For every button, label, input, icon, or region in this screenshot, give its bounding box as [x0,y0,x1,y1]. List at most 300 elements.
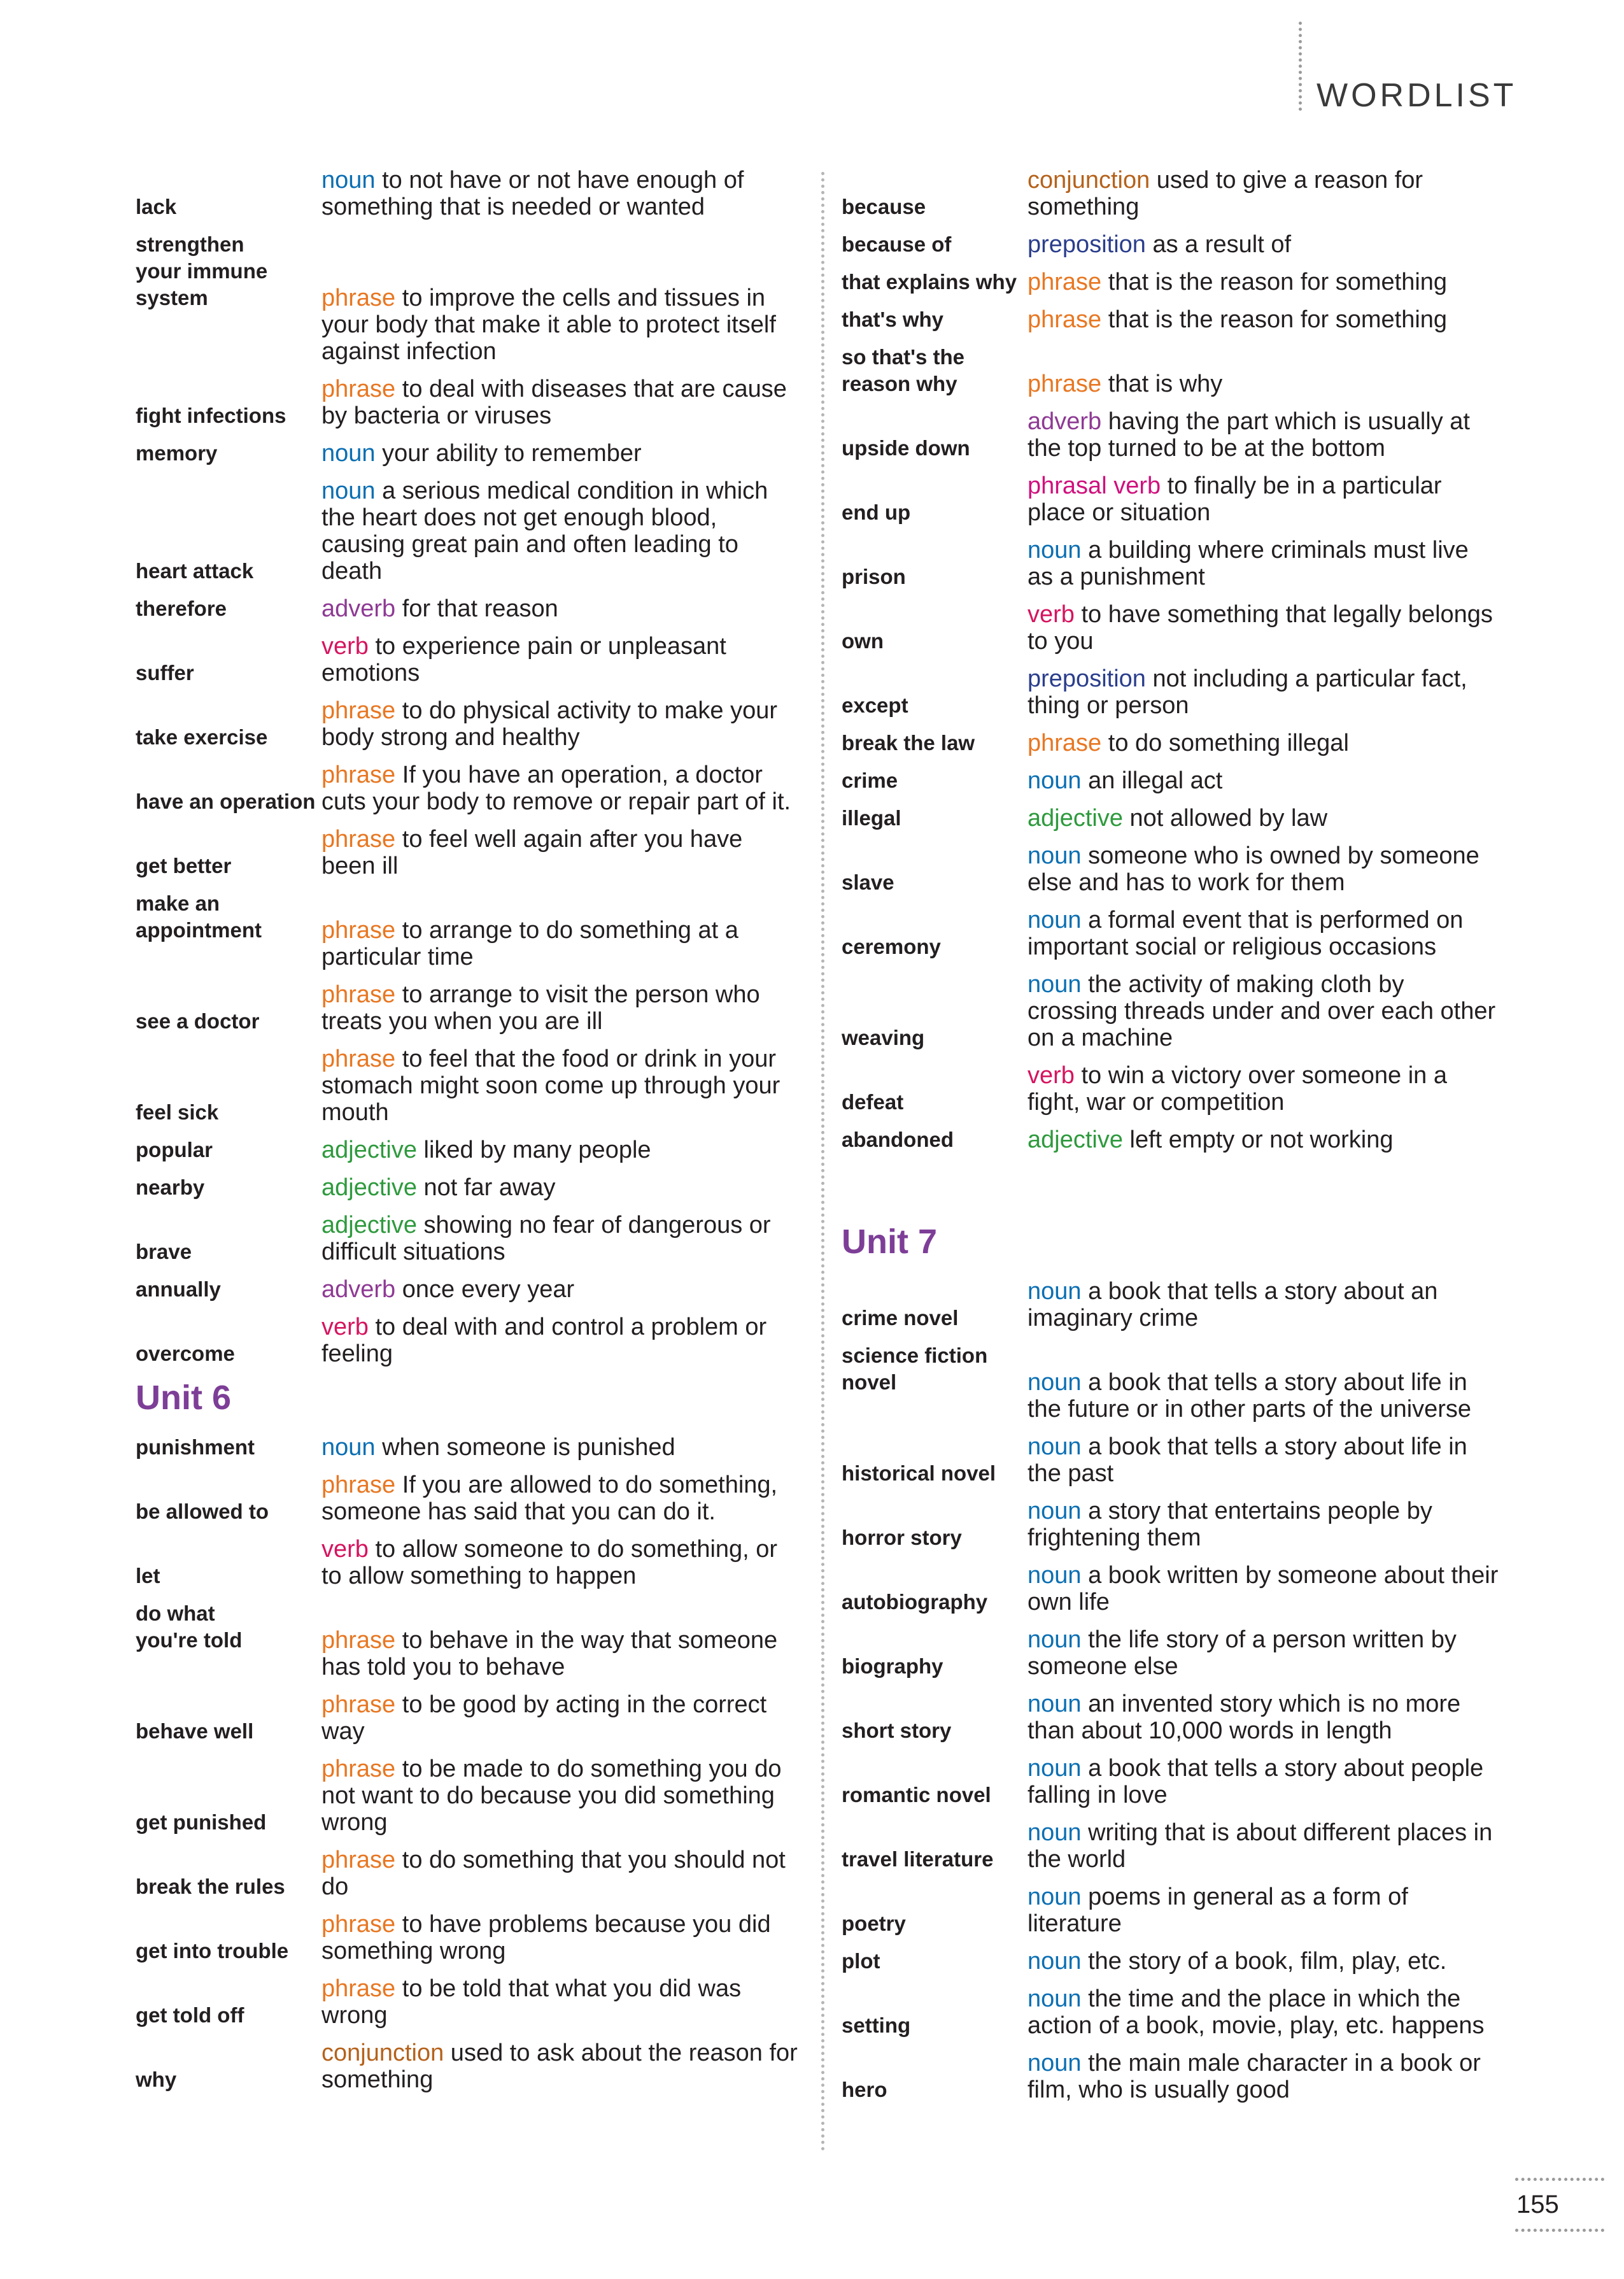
entry-term [842,167,1027,220]
wordlist-entry [136,1756,798,1836]
part-of-speech: verb [321,1314,369,1340]
wordlist-entry [136,440,798,467]
entry-term-line: you're told [136,1628,243,1652]
entry-definition [1027,1126,1500,1153]
part-of-speech: noun [1027,1626,1082,1653]
entry-term-line: feel sick [136,1100,219,1124]
part-of-speech: preposition [1027,231,1146,258]
entry-term [842,907,1027,960]
entry-term-line: annually [136,1277,221,1301]
wordlist-entry [842,2050,1500,2103]
entry-term-line: appointment [136,918,262,942]
definition-text: to not have or not have enough of something that is needed or wanted [321,167,744,220]
entry-term [136,478,321,585]
entry-term [842,306,1027,333]
part-of-speech: noun [321,167,376,194]
entry-term-line: slave [842,870,894,894]
entry-term [842,1948,1027,1975]
definition-text: to deal with diseases that are cause by bacteria or viruses [321,376,787,429]
definition-text: a book written by someone about their own life [1027,1562,1499,1615]
entry-term [136,167,321,220]
entry-term-line: because [842,195,926,218]
entry-definition [321,633,798,686]
entry-term-line: make an [136,891,220,915]
entry-term-line: hero [842,2078,887,2101]
wordlist-entry [136,2040,798,2093]
entry-definition [1027,1626,1500,1680]
definition-text: that is the reason for something [1101,269,1448,295]
definition-text: someone who is owned by someone else and has to work for them [1027,842,1479,896]
wordlist-entry [136,1847,798,1900]
wordlist-entry [136,633,798,686]
entry-term-line: break the law [842,731,975,755]
entry-term [136,633,321,686]
part-of-speech: noun [1027,1562,1082,1589]
part-of-speech: phrase [321,1911,396,1938]
entry-term [842,1562,1027,1615]
entry-definition [1027,167,1500,220]
wordlist-entry [136,1212,798,1265]
definition-text: used to ask about the reason for something [321,2040,798,2093]
wordlist-entry [842,730,1500,756]
entry-definition [321,1847,798,1900]
definition-text: to arrange to do something at a particular time [321,917,738,970]
part-of-speech: phrase [321,1627,396,1654]
entry-term-line: biography [842,1654,943,1678]
definition-text: liked by many people [416,1137,651,1163]
entry-term-line: plot [842,1949,880,1973]
entry-definition [1027,1691,1500,1744]
entry-term-line: memory [136,441,218,465]
entry-term [136,981,321,1035]
part-of-speech: phrase [1027,371,1102,397]
wordlist-entry [842,408,1500,462]
entry-term-line: abandoned [842,1128,954,1151]
entry-term-line: behave well [136,1719,254,1743]
part-of-speech: adjective [1027,805,1123,832]
wordlist-entry [136,762,798,815]
entry-term-line: take exercise [136,725,268,749]
entry-term [136,231,321,365]
entry-definition [1027,971,1500,1051]
part-of-speech: verb [321,633,369,660]
definition-text: that is why [1101,371,1223,397]
page-number-rule-bottom [1515,2229,1604,2232]
part-of-speech: phrase [321,1975,396,2002]
entry-definition [321,595,798,622]
definition-text: a book that tells a story about an imaginary crime [1027,1278,1438,1331]
part-of-speech: noun [321,1434,376,1461]
entry-definition [321,1627,798,1680]
entry-definition [321,1911,798,1964]
entry-term-line: that's why [842,308,944,331]
definition-text: to improve the cells and tissues in your body that make it able to protect itself against infection [321,285,776,365]
entry-term [136,1847,321,1900]
entry-term [136,1756,321,1836]
entry-definition [1027,537,1500,590]
wordlist-entry [136,1600,798,1680]
part-of-speech: phrase [321,762,396,788]
wordlist-entry [842,805,1500,832]
entry-term-line: illegal [842,806,901,830]
entry-term-line: end up [842,501,911,524]
wordlist-entry [136,1434,798,1461]
part-of-speech: verb [1027,601,1075,628]
entry-definition [321,981,798,1035]
entry-definition [321,1536,798,1589]
entry-definition [1027,907,1500,960]
left-entries-after [136,1434,798,2093]
entry-term [842,730,1027,756]
definition-text: poems in general as a form of literature [1027,1884,1408,1937]
entry-term [136,1600,321,1680]
entry-term-line: weaving [842,1026,925,1049]
entry-term [842,1342,1027,1423]
definition-text: not including a particular fact, thing or person [1027,665,1467,719]
entry-term-line: travel literature [842,1847,994,1871]
entry-definition [1027,1755,1500,1808]
entry-term [136,1314,321,1367]
entry-term [842,1755,1027,1808]
entry-term [136,762,321,815]
entry-definition [1027,306,1500,333]
entry-definition [1027,1985,1500,2039]
entry-term [842,1884,1027,1937]
entry-term [842,231,1027,258]
part-of-speech: adjective [1027,1126,1123,1153]
entry-definition [1027,472,1500,526]
header-divider [1299,22,1302,111]
entry-term-line: historical novel [842,1461,996,1485]
definition-text: not allowed by law [1122,805,1328,832]
entry-definition [321,1046,798,1126]
entry-term-line: science fiction [842,1344,988,1367]
entry-term [842,1498,1027,1551]
definition-text: to have something that legally belongs to you [1027,601,1493,655]
entry-definition [321,762,798,815]
page-title: WORDLIST [1317,77,1517,114]
entry-term [136,1536,321,1589]
wordlist-entry [842,1278,1500,1331]
entry-term [136,1212,321,1265]
entry-term [842,1985,1027,2039]
entry-term [136,826,321,879]
entry-term-line: let [136,1564,160,1587]
wordlist-entry [842,231,1500,258]
wordlist-entry [136,1911,798,1964]
wordlist-entry [136,1276,798,1303]
entry-term-line: prison [842,565,906,588]
entry-term [136,2040,321,2093]
wordlist-entry [842,344,1500,397]
entry-definition [321,285,798,365]
part-of-speech: noun [1027,767,1082,794]
entry-term [842,842,1027,896]
entry-term [136,697,321,751]
entry-term [842,344,1027,397]
entry-term [842,805,1027,832]
definition-text: used to give a reason for something [1027,167,1423,220]
column-divider [821,172,824,2152]
part-of-speech: noun [1027,907,1082,934]
wordlist-entry [842,1562,1500,1615]
entry-term [136,1975,321,2029]
left-entries-before [136,167,798,1367]
entry-definition [321,167,798,220]
entry-term-line: get told off [136,2003,244,2027]
entry-definition [321,1756,798,1836]
definition-text: writing that is about different places in the world [1027,1819,1493,1873]
entry-definition [321,440,798,467]
entry-term-line: get better [136,854,232,877]
definition-text: a building where criminals must live as a punishment [1027,537,1469,590]
part-of-speech: verb [321,1536,369,1563]
part-of-speech: phrase [321,826,396,853]
definition-text: to behave in the way that someone has told you to behave [321,1627,778,1680]
part-of-speech: adjective [321,1174,417,1201]
entry-definition [1027,269,1500,295]
part-of-speech: adjective [321,1212,417,1239]
part-of-speech: phrase [321,1847,396,1873]
entry-definition [321,697,798,751]
entry-term [136,890,321,970]
entry-term [842,1691,1027,1744]
entry-term-line: why [136,2068,177,2091]
wordlist-entry [842,767,1500,794]
wordlist-entry [842,665,1500,719]
entry-term [136,1691,321,1745]
wordlist-entry [136,478,798,585]
definition-text: showing no fear of dangerous or difficult situations [321,1212,771,1265]
entry-term [136,1434,321,1461]
entry-term [136,1276,321,1303]
right-entries-after [842,1278,1500,2103]
definition-text: to be made to do something you do not want to do because you did something wrong [321,1756,782,1836]
wordlist-entry [136,1137,798,1163]
entry-term [842,472,1027,526]
entry-definition [321,1174,798,1201]
definition-text: for that reason [395,595,558,622]
entry-definition [1027,665,1500,719]
wordlist-entry [842,1342,1500,1423]
entry-definition [1027,1369,1500,1423]
definition-text: to do something that you should not do [321,1847,786,1900]
wordlist-entry [842,1985,1500,2039]
wordlist-entry [136,1174,798,1201]
entry-term [842,537,1027,590]
part-of-speech: noun [1027,1691,1082,1717]
entry-term-line: except [842,693,908,717]
entry-term-line: crime novel [842,1306,959,1330]
part-of-speech: noun [1027,1369,1082,1396]
entry-term [136,1174,321,1201]
part-of-speech: phrase [1027,730,1102,756]
wordlist-entry [842,1626,1500,1680]
part-of-speech: preposition [1027,665,1146,692]
wordlist-entry [136,1975,798,2029]
entry-term-line: short story [842,1719,952,1742]
entry-term [842,665,1027,719]
part-of-speech: noun [1027,1985,1082,2012]
part-of-speech: phrase [321,981,396,1008]
entry-definition [1027,1819,1500,1873]
entry-term [136,1046,321,1126]
definition-text: as a result of [1145,231,1292,258]
entry-definition [1027,1278,1500,1331]
wordlist-entry [842,842,1500,896]
entry-definition [321,1434,798,1461]
definition-text: to have problems because you did something wrong [321,1911,771,1964]
definition-text: a book that tells a story about people falling in love [1027,1755,1484,1808]
entry-term-line: suffer [136,661,194,685]
part-of-speech: noun [321,478,376,504]
definition-text: the activity of making cloth by crossing threads under and over each other on a machine [1027,971,1496,1051]
definition-text: to win a victory over someone in a fight, war or competition [1027,1062,1447,1116]
definition-text: a book that tells a story about life in the past [1027,1433,1467,1487]
left-column [136,167,798,2104]
entry-definition [1027,730,1500,756]
entry-term-line: fight infections [136,404,286,427]
definition-text: If you are allowed to do something, someone has said that you can do it. [321,1472,778,1525]
part-of-speech: phrase [321,917,396,944]
definition-text: an illegal act [1081,767,1223,794]
part-of-speech: phrase [321,1472,396,1498]
wordlist-entry [136,1691,798,1745]
wordlist-entry [842,167,1500,220]
part-of-speech: noun [1027,2050,1082,2077]
wordlist-entry [842,1126,1500,1153]
entry-term [842,269,1027,295]
entry-term-line: setting [842,2013,911,2037]
wordlist-entry [136,1472,798,1525]
entry-term-line: therefore [136,597,227,620]
part-of-speech: noun [1027,1819,1082,1846]
wordlist-entry [136,376,798,429]
definition-text: a book that tells a story about life in the future or in other parts of the universe [1027,1369,1472,1423]
definition-text: to feel well again after you have been ill [321,826,743,879]
entry-term-line: get into trouble [136,1939,289,1963]
part-of-speech: adverb [321,1276,396,1303]
entry-term [136,440,321,467]
entry-term-line: system [136,286,208,309]
entry-term-line: own [842,629,884,653]
entry-definition [1027,1062,1500,1116]
entry-definition [321,1276,798,1303]
entry-term-line: get punished [136,1810,267,1834]
entry-term [842,1626,1027,1680]
entry-definition [1027,1498,1500,1551]
entry-term [136,1137,321,1163]
entry-term-line: be allowed to [136,1500,269,1523]
entry-definition [321,917,798,970]
entry-term [842,1819,1027,1873]
definition-text: a formal event that is performed on important social or religious occasions [1027,907,1464,960]
entry-term-line: heart attack [136,559,254,583]
entry-term-line: brave [136,1240,192,1263]
entry-definition [1027,1433,1500,1487]
entry-term-line: novel [842,1370,897,1394]
entry-term-line: do what [136,1601,215,1625]
wordlist-entry [842,269,1500,295]
entry-definition [1027,601,1500,655]
part-of-speech: phrase [321,285,396,311]
wordlist-entry [136,1314,798,1367]
entry-definition [321,826,798,879]
entry-definition [1027,231,1500,258]
wordlist-entry [136,1536,798,1589]
entry-term-line: because of [842,232,952,256]
entry-definition [321,1472,798,1525]
part-of-speech: noun [321,440,376,467]
entry-term-line: defeat [842,1090,904,1114]
entry-definition [321,1212,798,1265]
entry-term [842,1062,1027,1116]
definition-text: If you have an operation, a doctor cuts your body to remove or repair part of it. [321,762,791,815]
definition-text: an invented story which is no more than about 10,000 words in length [1027,1691,1461,1744]
part-of-speech: noun [1027,842,1082,869]
page-number: 155 [1516,2190,1559,2219]
entry-definition [321,2040,798,2093]
part-of-speech: noun [1027,1278,1082,1305]
entry-definition [1027,408,1500,462]
wordlist-entry [842,1819,1500,1873]
definition-text: the main male character in a book or film, who is usually good [1027,2050,1481,2103]
entry-definition [1027,805,1500,832]
entry-definition [1027,1948,1500,1975]
entry-term-line: poetry [842,1912,906,1935]
entry-definition [1027,842,1500,896]
part-of-speech: phrase [321,697,396,724]
part-of-speech: phrasal verb [1027,472,1161,499]
part-of-speech: phrase [321,376,396,402]
part-of-speech: adverb [321,595,396,622]
wordlist-entry [136,167,798,220]
definition-text: to do something illegal [1101,730,1349,756]
entry-term-line: so that's the [842,345,965,369]
wordlist-entry [842,1433,1500,1487]
part-of-speech: noun [1027,1948,1082,1975]
entry-term [842,1126,1027,1153]
entry-term-line: strengthen [136,232,244,256]
wordlist-entry [842,1062,1500,1116]
entry-term-line: upside down [842,436,970,460]
entry-definition [1027,767,1500,794]
wordlist-entry [842,1948,1500,1975]
entry-definition [321,1691,798,1745]
entry-term [842,2050,1027,2103]
entry-term [136,1472,321,1525]
entry-term-line: overcome [136,1342,235,1365]
definition-text: to allow someone to do something, or to allow something to happen [321,1536,778,1589]
page-number-rule-top [1515,2178,1604,2181]
definition-text: once every year [395,1276,575,1303]
part-of-speech: phrase [1027,269,1102,295]
unit-heading-6: Unit 6 [136,1379,232,1417]
entry-term-line: romantic novel [842,1783,991,1807]
entry-term-line: horror story [842,1526,962,1549]
definition-text: to experience pain or unpleasant emotions [321,633,726,686]
wordlist-entry [136,890,798,970]
part-of-speech: phrase [1027,306,1102,333]
wordlist-entry [136,697,798,751]
definition-text: to be told that what you did was wrong [321,1975,742,2029]
entry-term [842,1433,1027,1487]
wordlist-entry [842,537,1500,590]
definition-text: the life story of a person written by someone else [1027,1626,1457,1680]
wordlist-entry [136,826,798,879]
definition-text: having the part which is usually at the top turned to be at the bottom [1027,408,1470,462]
entry-term [842,1278,1027,1331]
